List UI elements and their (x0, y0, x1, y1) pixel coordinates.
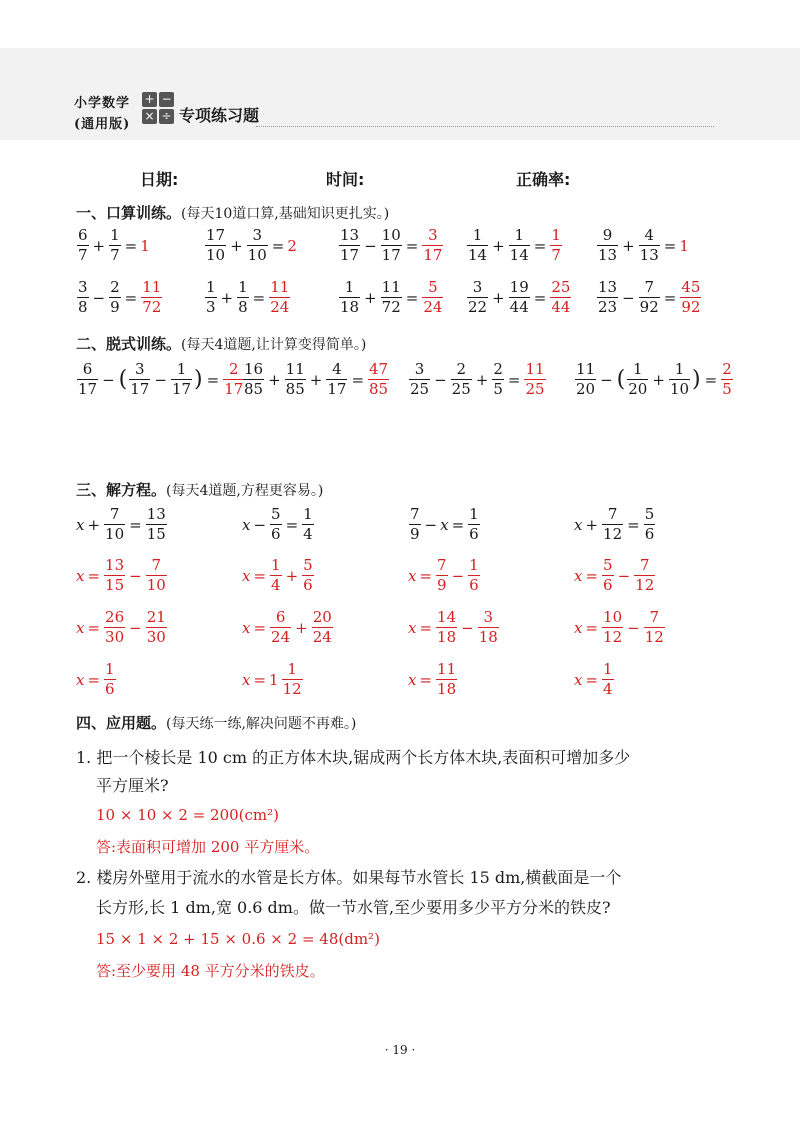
oral-answer: $\frac{3}{17}$ (423, 226, 443, 264)
section-note: (每天4道题,方程更容易。) (166, 483, 324, 499)
section-heading: 四、应用题。 (76, 714, 167, 732)
oral-answer: $\frac{25}{44}$ (551, 278, 571, 316)
oral-answer: $\frac{45}{92}$ (681, 278, 701, 316)
oral-answer: $\frac{1}{7}$ (551, 226, 561, 264)
oral-item: $\frac{1}{3}$ + $\frac{1}{8}$ = $\frac{11}{24}$ (206, 278, 290, 316)
oral-answer: $\frac{5}{24}$ (423, 278, 443, 316)
equation-step: x = $\frac{14}{18}$ − $\frac{3}{18}$ (408, 608, 498, 646)
oral-answer: $\frac{11}{24}$ (270, 278, 290, 316)
stepwise-item: $\frac{11}{20}$ − ( $\frac{1}{20}$ + $\frac{1}{10}$ ) = $\frac{2}{5}$ (576, 360, 732, 398)
date-label: 日期: (140, 170, 179, 189)
section-stepwise-title (76, 333, 366, 354)
equation-given: x − $\frac{5}{6}$ = $\frac{1}{4}$ (242, 505, 313, 543)
stepwise-answer: $\frac{47}{85}$ (369, 360, 389, 398)
section-word-problem-title (76, 712, 356, 733)
problem-1-text-cont: 平方厘米? (96, 776, 169, 795)
oral-answer: 1 (679, 236, 689, 255)
stepwise-answer: $\frac{2}{17}$ (224, 360, 244, 398)
section-note: (每天10道口算,基础知识更扎实。) (181, 206, 390, 222)
problem-1-calc: 10 × 10 × 2 = 200(cm²) (96, 806, 280, 824)
equation-final: x = $\frac{1}{4}$ (574, 660, 613, 698)
accuracy-label: 正确率: (516, 170, 571, 189)
oral-item: $\frac{13}{23}$ − $\frac{7}{92}$ = $\frac{45}{92}$ (598, 278, 701, 316)
equation-step: x = $\frac{7}{9}$ − $\frac{1}{6}$ (408, 556, 479, 594)
equation-given: $\frac{7}{9}$ − x = $\frac{1}{6}$ (410, 505, 479, 543)
plus-icon: + (142, 92, 157, 107)
equation-step: x = $\frac{10}{12}$ − $\frac{7}{12}$ (574, 608, 664, 646)
oral-answer: $\frac{11}{72}$ (142, 278, 162, 316)
operator-logo (142, 92, 174, 126)
stepwise-item: $\frac{16}{85}$ + $\frac{11}{85}$ + $\frac{4}{17}$ = $\frac{47}{85}$ (244, 360, 389, 398)
equation-step: x = $\frac{26}{30}$ − $\frac{21}{30}$ (76, 608, 166, 646)
oral-item: $\frac{3}{22}$ + $\frac{19}{44}$ = $\frac{25}{44}$ (468, 278, 571, 316)
times-icon: × (142, 109, 157, 124)
section-note: (每天4道题,让计算变得简单。) (181, 337, 367, 353)
problem-2-text: 2. 楼房外壁用于流水的水管是长方体。如果每节水管长 15 dm,横截面是一个 (76, 868, 622, 887)
header-divider (256, 126, 714, 127)
equation-step: x = $\frac{13}{15}$ − $\frac{7}{10}$ (76, 556, 166, 594)
problem-2-text-cont: 长方形,长 1 dm,宽 0.6 dm。做一节水管,至少要用多少平方分米的铁皮? (96, 898, 611, 917)
equation-step: x = $\frac{6}{24}$ + $\frac{20}{24}$ (242, 608, 332, 646)
section-equation-title (76, 479, 323, 500)
oral-item: $\frac{13}{17}$ − $\frac{10}{17}$ = $\frac{3}{17}$ (340, 226, 443, 264)
stepwise-item: $\frac{3}{25}$ − $\frac{2}{25}$ + $\frac{2}{5}$ = $\frac{11}{25}$ (410, 360, 545, 398)
divide-icon: ÷ (159, 109, 174, 124)
section-oral-title (76, 202, 389, 223)
equation-step: x = $\frac{1}{4}$ + $\frac{5}{6}$ (242, 556, 313, 594)
stepwise-answer: $\frac{11}{25}$ (525, 360, 545, 398)
equation-step: x = $\frac{5}{6}$ − $\frac{7}{12}$ (574, 556, 655, 594)
stepwise-item: $\frac{6}{17}$ − ( $\frac{3}{17}$ − $\frac{1}{17}$ ) = $\frac{2}{17}$ (78, 360, 244, 398)
equation-final: x = 1 $\frac{1}{12}$ (242, 660, 302, 698)
equation-final: x = $\frac{11}{18}$ (408, 660, 457, 698)
equation-given: x + $\frac{7}{10}$ = $\frac{13}{15}$ (76, 505, 166, 543)
brand-edition: (通用版) (74, 117, 131, 132)
oral-item: $\frac{1}{18}$ + $\frac{11}{72}$ = $\frac{5}{24}$ (340, 278, 443, 316)
oral-answer: 1 (140, 236, 150, 255)
oral-answer: 2 (287, 236, 297, 255)
oral-item: $\frac{17}{10}$ + $\frac{3}{10}$ = 2 (206, 226, 297, 264)
brand-name: 小学数学 (74, 96, 131, 111)
minus-icon: − (159, 92, 174, 107)
problem-1-answer: 答:表面积可增加 200 平方厘米。 (96, 838, 320, 856)
equation-given: x + $\frac{7}{12}$ = $\frac{5}{6}$ (574, 505, 655, 543)
stepwise-answer: $\frac{2}{5}$ (722, 360, 732, 398)
time-label: 时间: (326, 170, 365, 189)
oral-item: $\frac{3}{8}$ − $\frac{2}{9}$ = $\frac{11}{72}$ (78, 278, 162, 316)
section-heading: 一、口算训练。 (76, 204, 182, 222)
book-title: 专项练习题 (179, 106, 260, 125)
equation-final: x = $\frac{1}{6}$ (76, 660, 115, 698)
section-heading: 三、解方程。 (76, 481, 167, 499)
problem-2-answer: 答:至少要用 48 平方分米的铁皮。 (96, 962, 325, 980)
section-note: (每天练一练,解决问题不再难。) (166, 716, 357, 732)
oral-item: $\frac{9}{13}$ + $\frac{4}{13}$ = 1 (598, 226, 689, 264)
problem-1-text: 1. 把一个棱长是 10 cm 的正方体木块,锯成两个长方体木块,表面积可增加多少 (76, 748, 631, 767)
page-number: · 19 · (384, 1043, 416, 1057)
oral-item: $\frac{6}{7}$ + $\frac{1}{7}$ = 1 (78, 226, 150, 264)
section-heading: 二、脱式训练。 (76, 335, 182, 353)
oral-item: $\frac{1}{14}$ + $\frac{1}{14}$ = $\frac{1}{7}$ (468, 226, 561, 264)
problem-2-calc: 15 × 1 × 2 + 15 × 0.6 × 2 = 48(dm²) (96, 930, 380, 948)
